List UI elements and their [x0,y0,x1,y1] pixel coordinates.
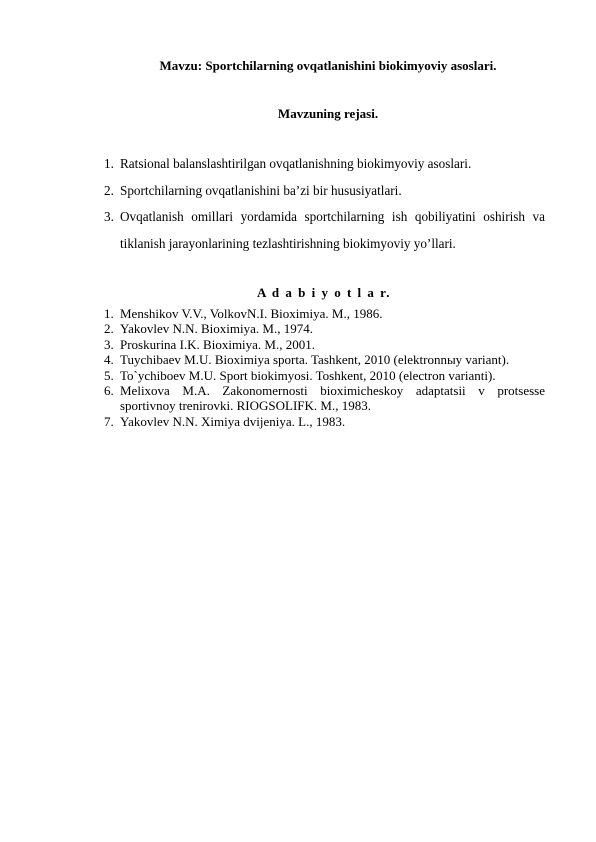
plan-item-text: Ovqatlanish omillari yordamida sportchilarning ish qobiliyatini oshirish va tiklanish jarayonlarining tezlashtirishning biokimyoviy yo’llari. [120,209,545,251]
reference-number: 2. [104,321,114,337]
reference-text: Menshikov V.V., VolkovN.I. Bioximiya. M., 1986. [120,306,383,321]
plan-item [98,204,545,257]
plan-title: Mavzuning rejasi. [277,106,379,121]
reference-number: 7. [104,413,114,429]
reference-text: Melixova M.A. Zakonomernosti bioximicheskoy adaptatsii v protsesse sportivnoy trenirovki. RIOGSOLIFK. M., 1983. [120,383,545,414]
reference-number: 4. [104,352,114,368]
references-list [98,306,545,429]
plan-list [98,151,545,257]
plan-item-text: Sportchilarning ovqatlanishini ba’zi bir hususiyatlari. [120,182,402,198]
reference-text: Yakovlev N.N. Ximiya dvijeniya. L., 1983. [120,413,346,429]
reference-number: 6. [104,383,114,399]
reference-item [98,383,545,414]
plan-item [98,178,545,205]
reference-item [98,414,545,429]
topic-title: Mavzu: Sportchilarning ovqatlanishini biokimyoviy asoslari. [159,58,497,73]
reference-number: 3. [104,336,114,352]
reference-item [98,306,545,321]
reference-number: 5. [104,367,114,383]
reference-item [98,368,545,383]
references-title: A d a b i y o t l a r. [256,285,391,300]
reference-number: 1. [104,306,114,321]
reference-item [98,352,545,367]
reference-item [98,337,545,352]
reference-text: Proskurina I.K. Bioximiya. M., 2001. [120,336,315,352]
reference-text: Tuychibaev M.U. Bioximiya sporta. Tashkent, 2010 (elektronnыy variant). [120,352,510,368]
reference-text: Yakovlev N.N. Bioximiya. M., 1974. [120,321,313,337]
reference-item [98,321,545,336]
reference-text: To`ychiboev M.U. Sport biokimyosi. Toshkent, 2010 (electron varianti). [120,367,496,383]
plan-item-number: 3. [104,209,114,224]
plan-item-number: 2. [104,182,114,198]
plan-item [98,151,545,178]
plan-item-number: 1. [104,156,114,171]
plan-item-text: Ratsional balanslashtirilgan ovqatlanishning biokimyoviy asoslari. [120,156,472,171]
